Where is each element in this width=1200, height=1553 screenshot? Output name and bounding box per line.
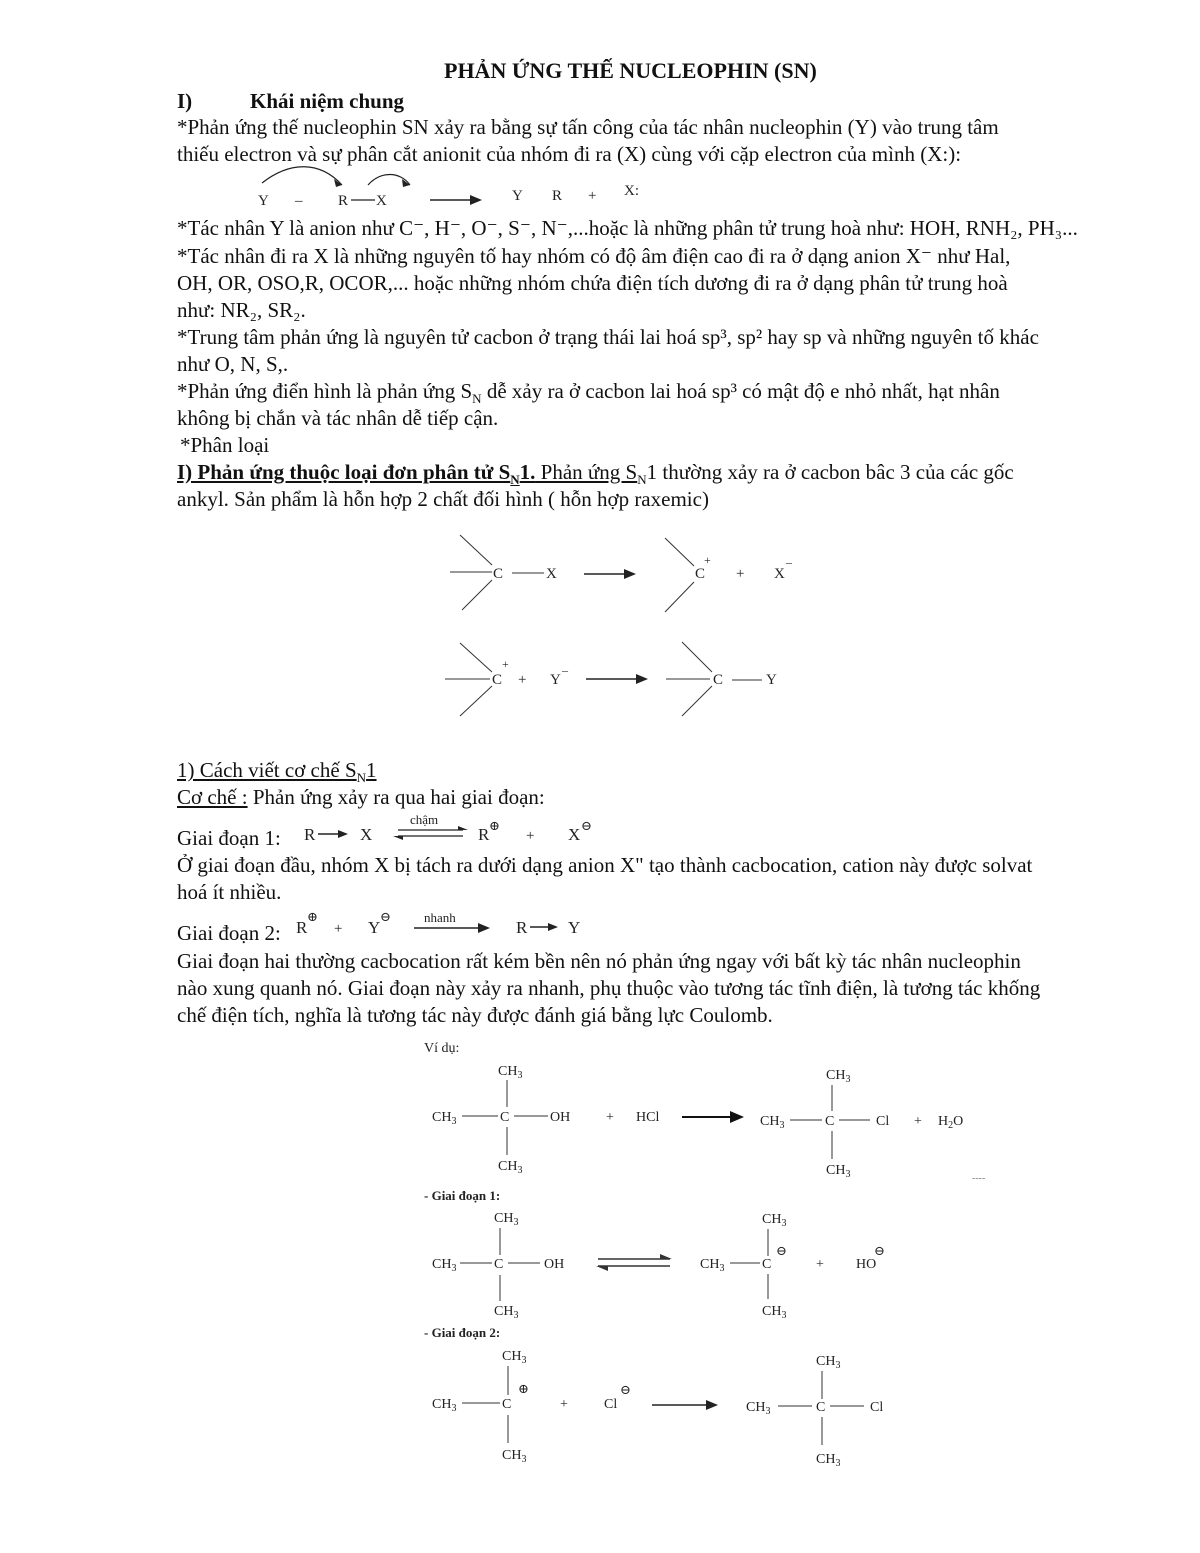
svg-text:CH3: $CH_3$ — [816, 1452, 841, 1469]
ex-oh-2: OH — [544, 1257, 565, 1272]
svg-text:⊕: ⊕ — [489, 818, 500, 833]
ex-c-3: C — [494, 1257, 504, 1272]
svg-text:⊕: ⊕ — [518, 1381, 529, 1396]
svg-text:CH3: $CH_3$ — [432, 1257, 457, 1274]
svg-text:CH3: $CH_3$ — [760, 1114, 785, 1131]
example-scheme — [420, 1035, 1000, 1475]
svg-text:⊖: ⊖ — [380, 909, 391, 924]
ex-oh-1: OH — [550, 1110, 571, 1125]
charge-plus-2: + — [502, 657, 509, 671]
y-minus: Y — [550, 672, 561, 688]
scheme-r: R — [338, 193, 349, 209]
ex-c-2: C — [825, 1114, 835, 1129]
scheme-r2: R — [552, 188, 563, 204]
sn1-line2: ankyl. Sản phẩm là hỗn hợp 2 chất đối hình ( hỗn hợp raxemic) — [177, 487, 709, 511]
svg-text:CH3: $CH_3$ — [502, 1448, 527, 1465]
ex-ho: HO — [856, 1257, 877, 1272]
c-plus-2: C — [492, 672, 503, 688]
ex-stage2: - Giai đoạn 2: — [424, 1325, 501, 1340]
ex-plus-2: + — [914, 1114, 922, 1129]
example-label: Ví dụ: — [424, 1041, 460, 1056]
s1-x: X — [360, 825, 373, 844]
x-atom-1: X — [546, 566, 557, 582]
s2-rplus: R — [296, 918, 308, 937]
ex-cl-3: Cl — [870, 1400, 884, 1415]
s2-y2: Y — [568, 918, 581, 937]
charge-plus-1: + — [704, 553, 711, 567]
svg-text:CH3: $CH_3$ — [700, 1257, 725, 1274]
svg-text:CH3: $CH_3$ — [762, 1212, 787, 1229]
ex-c-5: C — [502, 1397, 512, 1412]
y-atom: Y — [766, 672, 777, 688]
svg-text:⊕: ⊕ — [307, 909, 318, 924]
sn1-mechanism-diagram — [440, 530, 820, 725]
paragraph-3b: OH, OR, OSO,R, OCOR,... hoặc những nhóm chứa điện tích dương đi ra ở dạng phân tử trung hoà — [177, 271, 1008, 295]
svg-text:CH3: $CH_3$ — [432, 1110, 457, 1127]
s1-plus: + — [526, 828, 535, 844]
paragraph-3c: như: NR₂, SR₂. — [177, 298, 306, 322]
sn1-heading: I) Phản ứng thuộc loại đơn phân tử $S_N1$. Phản ứng $S_N1$ thường xảy ra ở cacbon bâc 3 của các gốc — [177, 460, 1014, 488]
ex-plus-4: + — [560, 1397, 568, 1412]
ex-hcl: HCl — [636, 1110, 660, 1125]
section-heading: Khái niệm chung — [250, 89, 405, 113]
ex-c-4: C — [762, 1257, 772, 1272]
paragraph-stage2c: chế điện tích, nghĩa là tương tác này được đánh giá bằng lực Coulomb. — [177, 1003, 773, 1027]
s2-y: Y — [368, 918, 381, 937]
howto-heading: 1) Cách viết cơ chế $S_N1$ — [177, 758, 377, 786]
svg-text:⊖: ⊖ — [874, 1243, 885, 1258]
stage2-scheme — [296, 903, 596, 945]
stage2-label: Giai đoạn 2: — [177, 921, 281, 945]
plus-sign-2: + — [518, 672, 527, 688]
charge-minus-1: – — [786, 555, 792, 569]
stage1-scheme — [298, 808, 618, 850]
scheme-minus: – — [295, 193, 303, 209]
ex-stage1: - Giai đoạn 1: — [424, 1188, 501, 1203]
svg-text:CH3: $CH_3$ — [746, 1400, 771, 1417]
ex-cl-2: Cl — [604, 1397, 618, 1412]
section-number: I) — [177, 89, 193, 113]
paragraph-4a: *Trung tâm phản ứng là nguyên tử cacbon ở trạng thái lai hoá sp³, sp² hay sp và những nguyên tố khác — [177, 325, 1039, 349]
s1-arrow-label: chậm — [410, 812, 439, 827]
scheme-y2: Y — [512, 188, 523, 204]
x-minus-1: X — [774, 566, 785, 582]
ex-plus-3: + — [816, 1257, 824, 1272]
coche-line: Cơ chế : Phản ứng xảy ra qua hai giai đoạn: — [177, 785, 545, 809]
svg-text:⊖: ⊖ — [776, 1243, 787, 1258]
svg-text:CH3: $CH_3$ — [494, 1211, 519, 1228]
svg-text:CH3: $CH_3$ — [816, 1354, 841, 1371]
nucleophile-attack-scheme — [250, 165, 670, 215]
svg-text:CH3: $CH_3$ — [498, 1064, 523, 1081]
svg-text:H2O: $H_2O$ — [938, 1114, 964, 1131]
page-title: PHẢN ỨNG THẾ NUCLEOPHIN (SN) — [444, 58, 817, 83]
scheme-plus: + — [588, 188, 597, 204]
c-plus-1: C — [695, 566, 706, 582]
ex-cl-1: Cl — [876, 1114, 890, 1129]
ex-plus-1: + — [606, 1110, 614, 1125]
paragraph-2: *Tác nhân Y là anion như C⁻, H⁻, O⁻, S⁻, N⁻,...hoặc là những phân tử trung hoà như: HOH, RNH₂, PH₃... — [177, 216, 1078, 240]
svg-text:CH3: $CH_3$ — [826, 1163, 851, 1180]
paragraph-4b: như O, N, S,. — [177, 352, 289, 376]
scheme-xcolon: X: — [624, 183, 639, 199]
svg-text:CH3: $CH_3$ — [762, 1304, 787, 1321]
scheme-y: Y — [258, 193, 269, 209]
paragraph-5a: *Phản ứng điển hình là phản ứng $S_N$ dễ xảy ra ở cacbon lai hoá sp³ có mật độ e nhỏ nhất, hạt nhân — [177, 379, 1000, 407]
s1-xminus: X — [568, 825, 581, 844]
paragraph-stage2b: nào xung quanh nó. Giai đoạn này xảy ra nhanh, phụ thuộc vào tương tác tĩnh điện, là tương tác khống — [177, 976, 1041, 1000]
c-atom-1: C — [493, 566, 504, 582]
svg-text:CH3: $CH_3$ — [432, 1397, 457, 1414]
svg-text:⊖: ⊖ — [581, 818, 592, 833]
svg-text:CH3: $CH_3$ — [826, 1068, 851, 1085]
charge-minus-2: – — [562, 663, 568, 677]
paragraph-stage1a: Ở giai đoạn đầu, nhóm X bị tách ra dưới dạng anion X" tạo thành cacbocation, cation này được solvat — [177, 853, 1033, 877]
s1-rplus: R — [478, 825, 490, 844]
paragraph-5b: không bị chắn và tác nhân dễ tiếp cận. — [177, 406, 499, 430]
s2-r: R — [516, 918, 528, 937]
paragraph-3a: *Tác nhân đi ra X là những nguyên tố hay nhóm có độ âm điện cao đi ra ở dạng anion X⁻ như Hal, — [177, 244, 1011, 268]
s1-r: R — [304, 825, 316, 844]
c-atom-2: C — [713, 672, 724, 688]
paragraph-6: *Phân loại — [180, 433, 270, 457]
stage1-label: Giai đoạn 1: — [177, 826, 281, 850]
paragraph-1b: thiếu electron và sự phân cắt anionit của nhóm đi ra (X) cùng với cặp electron của mình (X:): — [177, 142, 962, 166]
paragraph-stage2a: Giai đoạn hai thường cacbocation rất kém bền nên nó phản ứng ngay với bất kỳ tác nhân nucleophin — [177, 949, 1021, 973]
paragraph-1a: *Phản ứng thế nucleophin SN xảy ra bằng sự tấn công của tác nhân nucleophin (Y) vào trung tâm — [177, 115, 999, 139]
scheme-x: X — [376, 193, 387, 209]
svg-text:⊖: ⊖ — [620, 1382, 631, 1397]
s2-plus: + — [334, 921, 343, 937]
plus-sign-1: + — [736, 566, 745, 582]
ex-c-1: C — [500, 1110, 510, 1125]
ex-c-6: C — [816, 1400, 826, 1415]
s2-arrow-label: nhanh — [424, 910, 456, 925]
ex-dots: ---- — [972, 1173, 986, 1184]
svg-text:CH3: $CH_3$ — [502, 1349, 527, 1366]
svg-text:CH3: $CH_3$ — [498, 1159, 523, 1176]
svg-text:CH3: $CH_3$ — [494, 1304, 519, 1321]
paragraph-stage1b: hoá ít nhiều. — [177, 880, 282, 904]
